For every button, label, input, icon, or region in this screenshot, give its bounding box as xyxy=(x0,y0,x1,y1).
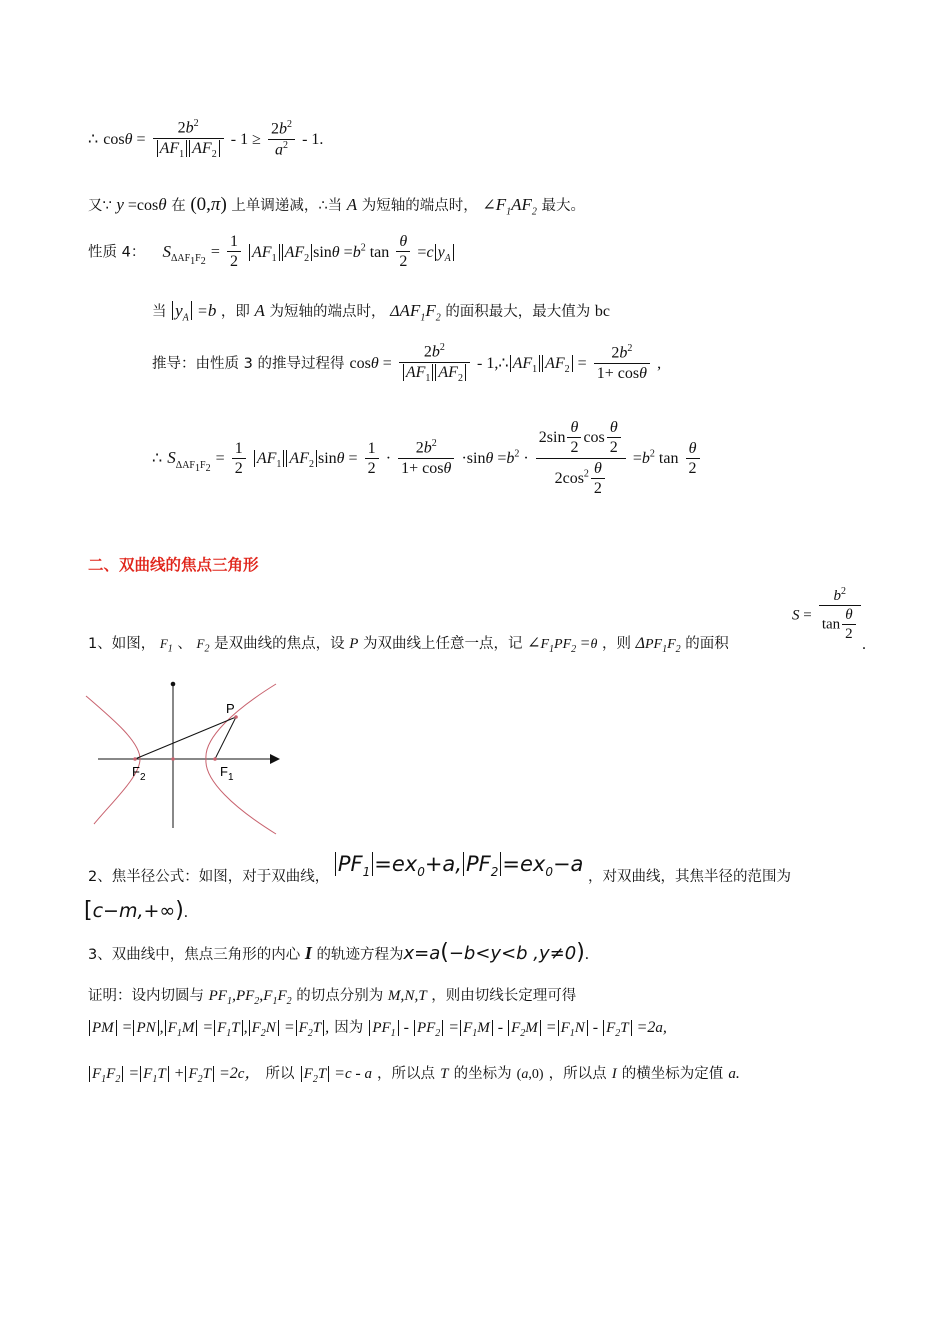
line-monotonic: 又∵ y =cosθ 在 (0,π) 上单调递减，∴当 A 为短轴的端点时， $\angle F_1AF_2$ 最大。 xyxy=(88,194,586,218)
point-p xyxy=(234,715,238,719)
fraction-2b2-1pcos: $\frac{2b^2}{1+ \cos\theta}$ xyxy=(398,438,454,479)
item-1: 1、如图， $F_1$ 、 $F_2$ 是双曲线的焦点，设 P 为双曲线上任意一点，记 $\angle F_1PF_2 =\theta$ ，则 $\Delta PF_1F_2$ 的面积 xyxy=(88,635,729,655)
property-4-label: 性质 4： xyxy=(88,244,146,261)
proof-prefix: 证明：设内切圆与 xyxy=(88,988,204,1004)
y-axis-top-point xyxy=(171,682,176,687)
max-text: 最大。 xyxy=(541,198,586,214)
proof-mid: 的切点分别为 xyxy=(296,988,384,1004)
fraction-b2-tan: $b^2$ tan $\frac{\theta}{2}$ xyxy=(819,586,861,644)
label-f2: $F_2$ xyxy=(132,764,146,783)
item-3-mid: 的轨迹方程为 xyxy=(316,947,404,963)
fraction-2b2-a2: $\frac{2b^2}{a^2}$ xyxy=(268,119,295,160)
ie-text: ，即 xyxy=(220,304,250,320)
math-range: [c−m,+∞). xyxy=(84,898,188,923)
period-1: . xyxy=(862,636,866,653)
label-p: P xyxy=(226,701,235,716)
line-cos-theta xyxy=(88,118,323,161)
math-focal-radius: $PF_1 =ex_0+a$, $PF_2 =ex_0-a$ xyxy=(334,852,584,876)
math-minus-one: - 1. xyxy=(302,131,324,149)
max-value-bc: bc xyxy=(594,303,611,320)
fraction-sin-cos: 2sin $\frac{\theta}{2}$ cos $\frac{\theta}{2}$ $2\cos^2$ $\frac{\theta}{2}$ xyxy=(536,418,626,499)
item-1-then: ，则 xyxy=(601,636,631,652)
fraction-theta-half-2: $\frac{\theta}{2}$ xyxy=(686,439,700,479)
because-text-2: 因为 xyxy=(334,1020,364,1036)
fraction-theta-half: $\frac{\theta}{2}$ xyxy=(396,232,410,272)
fraction-2b2-af1af2: $\frac{2b^2}{AF_1 AF_2}$ xyxy=(153,118,224,161)
proof-line-2: PM = PN , $F_1M = F_1T$ , $F_2N = F_2T$ , 因为 $PF_1 - PF_2 = F_1M - F_2M = F_1N - F_2T =2a$, xyxy=(88,1016,667,1039)
when-text: 当 xyxy=(152,304,167,320)
math-a: A xyxy=(346,195,358,214)
therefore-symbol: ∴ xyxy=(88,131,99,149)
math-angle-f1af2: $\angle F_1AF_2$ xyxy=(482,195,537,218)
proof-line-1: 证明：设内切圆与 $PF_1,PF_2,F_1F_2$ 的切点分别为 M,N,T ，则由切线长定理可得 xyxy=(88,987,577,1007)
math-cos-theta: cosθ = xyxy=(103,131,146,149)
therefore-symbol-2: ∴ xyxy=(152,450,163,468)
math-interval: (0,π) xyxy=(190,194,227,215)
so-text-1: 所以 xyxy=(265,1066,295,1082)
fraction-half-a: $\frac{1}{2}$ xyxy=(232,439,246,479)
origin-point xyxy=(171,757,175,761)
line-area-derivation: ∴ $S_{\Delta AF_1F_2}$ = $\frac{1}{2}$ $AF_1$ $AF_2$ sinθ = $\frac{1}{2}$ · $\frac{2b^2}{1+ \cos\theta}$ $\cdot\sin\theta =b^2$ · 2sin $\frac{\theta}{2}$ cos $\frac{\theta}{2}$ $2\cos^2$ $\frac{\theta}{2}$ $=b^2$ tan $\frac{\theta}{2}$ xyxy=(152,418,702,499)
area-max-text: 的面积最大，最大值为 xyxy=(445,304,591,320)
item-1-mid: 是双曲线的焦点，设 xyxy=(214,636,345,652)
x-axis-arrow-icon xyxy=(270,754,280,764)
so-text-3: ，所以点 xyxy=(548,1066,607,1082)
final-text: 的横坐标为定值 xyxy=(621,1066,724,1082)
formula-area-hyperbola: S = $b^2$ tan $\frac{\theta}{2}$ xyxy=(792,586,863,644)
item-1-mid2: 为双曲线上任意一点，记 xyxy=(362,636,523,652)
coord-text: 的坐标为 xyxy=(453,1066,512,1082)
item-2-mid: ，对双曲线，其焦半径的范围为 xyxy=(588,869,792,885)
hyperbola-figure xyxy=(84,678,284,838)
derivation-text: 推导：由性质 3 的推导过程得 xyxy=(152,356,345,373)
fraction-half-b: $\frac{1}{2}$ xyxy=(365,439,379,479)
math-y-cos: y xyxy=(116,195,124,214)
point-f1 xyxy=(213,757,217,761)
label-f1: $F_1$ xyxy=(220,764,234,783)
fraction-one-half: $\frac{1}{2}$ xyxy=(227,232,241,272)
endpoint-text: 为短轴的端点时， xyxy=(269,304,386,320)
item-2 xyxy=(88,852,791,886)
line-derivation: 推导：由性质 3 的推导过程得 cosθ = $\frac{2b^2}{AF_1 AF_2}$ - 1,∴ $AF_1$ $AF_2$ = $\frac{2b^2}{1+ \cos\theta}$ , xyxy=(152,342,662,384)
item-2-prefix: 2、焦半径公式：如图，对于双曲线， xyxy=(88,869,330,885)
item-3: 3、双曲线中，焦点三角形的内心 I 的轨迹方程为x=a(−b<y<b ,y≠0). xyxy=(88,940,589,965)
item-3-prefix: 3、双曲线中，焦点三角形的内心 xyxy=(88,947,301,963)
proof-line-3: $F_1F_2 = F_1T + F_2T =2c$， 所以 $F_2T =c - a$ ，所以点 T 的坐标为 (a,0) ，所以点 I 的横坐标为定值 a. xyxy=(88,1060,740,1085)
section-heading-hyperbola: 二、双曲线的焦点三角形 xyxy=(88,556,259,574)
because-text: 又∵ xyxy=(88,198,112,214)
math-locus: x=a(−b<y<b ,y≠0) xyxy=(403,940,585,965)
item-1-sep: 、 xyxy=(177,636,192,652)
item-1-end: 的面积 xyxy=(685,636,729,652)
segment-pf2 xyxy=(135,717,236,759)
line-max-area: 当 $y_A =b$ ，即 A 为短轴的端点时， $\Delta AF_1F_2$ 的面积最大，最大值为 bc xyxy=(152,301,611,324)
line-property-4: 性质 4： $S_{\Delta AF_1F_2}$ = $\frac{1}{2}$ $AF_1$ $AF_2$ $\sin\theta =b^2$ tan $\frac{\theta}{2}$ =c $y_A$ xyxy=(88,232,455,272)
hyperbola-left-branch xyxy=(86,696,140,824)
fraction-derivation-2: $\frac{2b^2}{1+ \cos\theta}$ xyxy=(594,343,650,384)
short-axis-text: 为短轴的端点时， xyxy=(361,198,478,214)
decreasing-text: 上单调递减，∴当 xyxy=(231,198,343,214)
math-area-s: $S_{\Delta AF_1F_2}$ xyxy=(162,241,206,267)
point-f2 xyxy=(133,757,137,761)
item-1-prefix: 1、如图， xyxy=(88,636,156,652)
in-text: 在 xyxy=(171,198,186,214)
so-text-2: ，所以点 xyxy=(377,1066,436,1082)
math-minus-one-ge: - 1 ≥ xyxy=(230,131,261,149)
segment-pf1 xyxy=(215,717,236,759)
proof-end: ，则由切线长定理可得 xyxy=(431,988,577,1004)
fraction-derivation-1: $\frac{2b^2}{AF_1 AF_2}$ xyxy=(399,342,470,385)
